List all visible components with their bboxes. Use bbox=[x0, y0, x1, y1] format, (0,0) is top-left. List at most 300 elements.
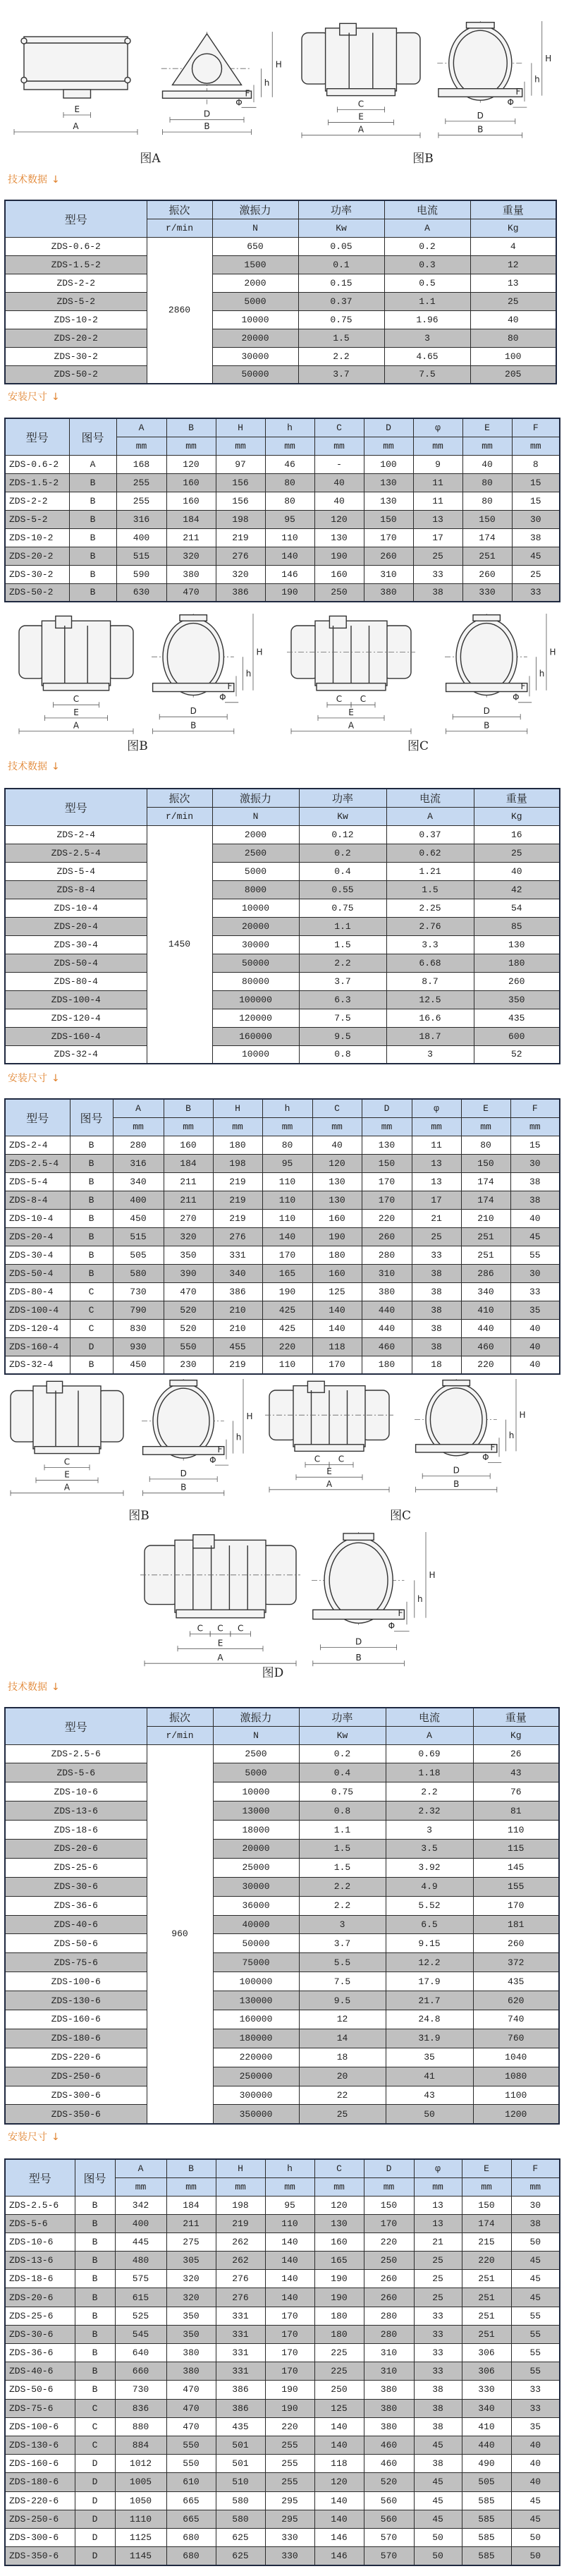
value-cell: 262 bbox=[216, 2232, 265, 2251]
value-cell: 130 bbox=[364, 492, 413, 510]
table-row bbox=[5, 1356, 560, 1374]
value-cell: 40 bbox=[462, 455, 512, 473]
model-cell: ZDS-180-6 bbox=[5, 2473, 75, 2491]
table-row bbox=[5, 935, 560, 954]
junction-box bbox=[340, 23, 357, 35]
junction-box bbox=[56, 616, 72, 628]
value-cell: 80 bbox=[470, 329, 556, 347]
value-cell: 110 bbox=[265, 528, 314, 547]
value-cell: 255 bbox=[265, 2473, 314, 2491]
value-cell: 140 bbox=[262, 1227, 312, 1246]
dimension-label: C bbox=[197, 1623, 204, 1634]
value-cell: 12.5 bbox=[386, 990, 474, 1009]
value-cell: 1.1 bbox=[299, 1821, 386, 1840]
header-row bbox=[5, 789, 560, 807]
value-cell: 43 bbox=[386, 2086, 473, 2105]
value-cell: 45 bbox=[414, 2473, 462, 2491]
value-cell: 331 bbox=[213, 1246, 262, 1264]
value-cell: 331 bbox=[216, 2325, 265, 2343]
value-cell: 251 bbox=[461, 1246, 510, 1264]
dimension-label: D bbox=[477, 110, 484, 121]
figure-cell: B bbox=[70, 1191, 113, 1209]
unit-header: mm bbox=[510, 1117, 560, 1136]
value-cell: 30000 bbox=[212, 347, 298, 365]
unit-header: mm bbox=[265, 2177, 314, 2196]
dimension-label: Φ bbox=[513, 692, 520, 703]
value-cell: 219 bbox=[216, 528, 265, 547]
dimension-label: D bbox=[453, 1465, 460, 1476]
value-cell: 146 bbox=[265, 565, 314, 583]
mounting-foot bbox=[35, 1447, 99, 1454]
value-cell: 50000 bbox=[212, 365, 298, 384]
col-header: 激振力 bbox=[212, 789, 299, 807]
value-cell: 7.5 bbox=[384, 365, 470, 384]
value-cell: 1.1 bbox=[299, 917, 386, 935]
col-header: D bbox=[364, 2159, 414, 2177]
value-cell: 25 bbox=[414, 2288, 462, 2307]
junction-box bbox=[329, 616, 346, 628]
mounting-base bbox=[143, 1444, 224, 1455]
figure-cell: B bbox=[75, 2270, 115, 2288]
value-cell: 4.9 bbox=[386, 1877, 473, 1896]
value-cell: 80 bbox=[262, 1136, 312, 1154]
value-cell: 190 bbox=[314, 2288, 364, 2307]
model-cell: ZDS-30-6 bbox=[5, 1877, 147, 1896]
value-cell: 2.2 bbox=[298, 347, 384, 365]
value-cell: 33 bbox=[413, 565, 462, 583]
value-cell: 80 bbox=[265, 473, 314, 492]
value-cell: 40 bbox=[510, 1337, 560, 1356]
unit-header: mm bbox=[412, 1117, 461, 1136]
dimension-label: H bbox=[429, 1569, 436, 1580]
value-cell: 210 bbox=[213, 1301, 262, 1319]
value-cell: 7.5 bbox=[299, 1972, 386, 1991]
value-cell: 38 bbox=[510, 1172, 560, 1191]
dimension-label: C bbox=[237, 1623, 244, 1634]
header-row bbox=[5, 1099, 560, 1117]
value-cell: 620 bbox=[473, 1991, 559, 2010]
value-cell: 146 bbox=[314, 2547, 364, 2565]
model-cell: ZDS-20-4 bbox=[5, 1227, 70, 1246]
value-cell: 55 bbox=[511, 2325, 560, 2343]
tech-data-table bbox=[4, 788, 560, 1064]
value-cell: 190 bbox=[314, 547, 364, 565]
value-cell: 25 bbox=[412, 1227, 461, 1246]
unit-header: Kw bbox=[299, 807, 386, 825]
value-cell: 730 bbox=[115, 2381, 166, 2399]
col-header: 功率 bbox=[298, 200, 384, 219]
figure-cell: B bbox=[75, 2214, 115, 2232]
value-cell: 625 bbox=[216, 2528, 265, 2546]
value-cell: 340 bbox=[113, 1172, 164, 1191]
table-row bbox=[5, 583, 560, 602]
value-cell: 660 bbox=[115, 2362, 166, 2381]
motor-frame bbox=[24, 37, 128, 90]
value-cell: 30 bbox=[512, 510, 560, 528]
value-cell: 350 bbox=[166, 2325, 216, 2343]
value-cell: 0.2 bbox=[299, 844, 386, 862]
model-cell: ZDS-50-6 bbox=[5, 1934, 147, 1953]
value-cell: 305 bbox=[166, 2252, 216, 2270]
figure-caption: 图D bbox=[262, 1666, 284, 1680]
figure-cell: A bbox=[69, 455, 116, 473]
dimension-label: B bbox=[477, 124, 484, 135]
figure-cell: D bbox=[75, 2473, 115, 2491]
dimension-label: B bbox=[180, 1482, 187, 1493]
dimension-label: D bbox=[190, 706, 197, 717]
col-header: H bbox=[216, 2159, 265, 2177]
value-cell: 340 bbox=[213, 1264, 262, 1282]
value-cell: 1.5 bbox=[299, 1858, 386, 1877]
table-row bbox=[5, 1744, 559, 1763]
table-row bbox=[5, 2528, 560, 2546]
value-cell: 130000 bbox=[213, 1991, 299, 2010]
value-cell: 255 bbox=[265, 2436, 314, 2454]
value-cell: 6.3 bbox=[299, 990, 386, 1009]
dimension-label: F bbox=[515, 86, 521, 97]
value-cell: 50 bbox=[511, 2528, 560, 2546]
arrow-down-icon: ↓ bbox=[51, 1073, 60, 1084]
value-cell: 2500 bbox=[213, 1744, 299, 1763]
unit-header: mm bbox=[262, 1117, 312, 1136]
table-row bbox=[5, 1896, 559, 1915]
model-cell: ZDS-0.6-2 bbox=[5, 237, 147, 255]
value-cell: 170 bbox=[265, 2307, 314, 2325]
arrow-down-icon: ↓ bbox=[51, 761, 60, 772]
unit-header: A bbox=[386, 1726, 473, 1744]
table-row bbox=[5, 1839, 559, 1858]
figure-cell: B bbox=[75, 2307, 115, 2325]
value-cell: 350 bbox=[164, 1246, 213, 1264]
figure-caption: 图C bbox=[389, 1509, 412, 1523]
value-cell: 160 bbox=[166, 492, 216, 510]
value-cell: 15 bbox=[512, 492, 560, 510]
value-cell: 156 bbox=[216, 473, 265, 492]
value-cell: 140 bbox=[265, 2288, 314, 2307]
value-cell: 880 bbox=[115, 2417, 166, 2436]
col-header: 重量 bbox=[473, 1708, 559, 1726]
heading-text: 安装尺寸 bbox=[8, 1073, 47, 1084]
bolt-icon bbox=[21, 38, 27, 44]
unit-header: N bbox=[213, 1726, 299, 1744]
motor-frame bbox=[42, 621, 110, 686]
value-cell: 25 bbox=[413, 547, 462, 565]
value-cell: 300000 bbox=[213, 2086, 299, 2105]
value-cell: 38 bbox=[511, 2214, 560, 2232]
junction-box bbox=[473, 615, 500, 621]
value-cell: 50 bbox=[414, 2528, 462, 2546]
value-cell: 17.9 bbox=[386, 1972, 473, 1991]
value-cell: 115 bbox=[473, 1839, 559, 1858]
value-cell: 251 bbox=[461, 1227, 510, 1246]
value-cell: 10000 bbox=[212, 310, 298, 329]
unit-header: mm bbox=[213, 1117, 262, 1136]
value-cell: 251 bbox=[462, 2307, 511, 2325]
value-cell: 550 bbox=[166, 2436, 216, 2454]
figure-cell: B bbox=[75, 2344, 115, 2362]
value-cell: 174 bbox=[461, 1191, 510, 1209]
table-row bbox=[5, 528, 560, 547]
value-cell: 545 bbox=[115, 2325, 166, 2343]
value-cell: 740 bbox=[473, 2010, 559, 2029]
model-cell: ZDS-5-2 bbox=[5, 510, 69, 528]
value-cell: 8 bbox=[512, 455, 560, 473]
value-cell: 350000 bbox=[213, 2105, 299, 2124]
heading-text: 安装尺寸 bbox=[8, 391, 47, 403]
value-cell: 316 bbox=[113, 1154, 164, 1172]
value-cell: 20 bbox=[299, 2067, 386, 2086]
value-cell: 0.1 bbox=[298, 255, 384, 274]
value-cell: 12 bbox=[299, 2010, 386, 2029]
col-header: h bbox=[265, 2159, 314, 2177]
junction-box bbox=[47, 1381, 62, 1393]
model-cell: ZDS-80-4 bbox=[5, 972, 147, 990]
dimension-label: h bbox=[417, 1594, 423, 1604]
value-cell: - bbox=[314, 455, 364, 473]
value-cell: 33 bbox=[511, 2381, 560, 2399]
col-header: 重量 bbox=[474, 789, 560, 807]
value-cell: 170 bbox=[364, 528, 413, 547]
table-row bbox=[5, 1136, 560, 1154]
value-cell: 10000 bbox=[213, 1782, 299, 1802]
dimension-label: F bbox=[398, 1608, 403, 1618]
arrow-down-icon: ↓ bbox=[51, 174, 60, 186]
col-header: 电流 bbox=[386, 789, 474, 807]
col-header: 振次 bbox=[147, 789, 212, 807]
value-cell: 2000 bbox=[212, 825, 299, 844]
table-row bbox=[5, 1858, 559, 1877]
header-row bbox=[5, 200, 556, 219]
value-cell: 0.15 bbox=[298, 274, 384, 292]
value-cell: 45 bbox=[414, 2436, 462, 2454]
value-cell: 386 bbox=[216, 583, 265, 602]
value-cell: 80 bbox=[265, 492, 314, 510]
value-cell: 255 bbox=[116, 492, 166, 510]
model-cell: ZDS-160-6 bbox=[5, 2455, 75, 2473]
value-cell: 100 bbox=[364, 455, 413, 473]
col-header-figure: 图号 bbox=[75, 2159, 115, 2196]
col-header: h bbox=[265, 418, 314, 437]
value-cell: 190 bbox=[265, 583, 314, 602]
value-cell: 75000 bbox=[213, 1953, 299, 1972]
figure-cell: B bbox=[69, 510, 116, 528]
table-row bbox=[5, 2270, 560, 2288]
table-row bbox=[5, 492, 560, 510]
value-cell: 165 bbox=[314, 2252, 364, 2270]
value-cell: 470 bbox=[166, 2399, 216, 2417]
value-cell: 160000 bbox=[212, 1027, 299, 1045]
value-cell: 470 bbox=[166, 2417, 216, 2436]
value-cell: 306 bbox=[462, 2344, 511, 2362]
motor-bore bbox=[192, 54, 222, 83]
value-cell: 2.2 bbox=[299, 954, 386, 972]
dimension-label: Φ bbox=[235, 97, 243, 108]
value-cell: 35 bbox=[510, 1301, 560, 1319]
value-cell: 400 bbox=[115, 2214, 166, 2232]
model-cell: ZDS-20-6 bbox=[5, 1839, 147, 1858]
value-cell: 41 bbox=[386, 2067, 473, 2086]
value-cell: 501 bbox=[216, 2455, 265, 2473]
table-row bbox=[5, 255, 556, 274]
value-cell: 80000 bbox=[212, 972, 299, 990]
dimension-label: H bbox=[549, 647, 556, 657]
value-cell: 140 bbox=[314, 2417, 364, 2436]
value-cell: 260 bbox=[364, 547, 413, 565]
value-cell: 40 bbox=[511, 2473, 560, 2491]
value-cell: 460 bbox=[364, 2455, 414, 2473]
value-cell: 80 bbox=[462, 473, 512, 492]
figure-cell: B bbox=[69, 565, 116, 583]
model-cell: ZDS-100-4 bbox=[5, 1301, 70, 1319]
value-cell: 580 bbox=[216, 2491, 265, 2510]
unit-header: mm bbox=[166, 2177, 216, 2196]
value-cell: 180 bbox=[314, 2325, 364, 2343]
table-row bbox=[5, 1264, 560, 1282]
model-cell: ZDS-350-6 bbox=[5, 2547, 75, 2565]
unit-header: Kw bbox=[298, 219, 384, 237]
unit-header: mm bbox=[414, 2177, 462, 2196]
value-cell: 181 bbox=[473, 1915, 559, 1934]
value-cell: 110 bbox=[262, 1209, 312, 1227]
table-row bbox=[5, 2325, 560, 2343]
value-cell: 435 bbox=[473, 1972, 559, 1991]
model-cell: ZDS-40-6 bbox=[5, 2362, 75, 2381]
figure-cell: B bbox=[70, 1136, 113, 1154]
value-cell: 180 bbox=[474, 954, 560, 972]
value-cell: 790 bbox=[113, 1301, 164, 1319]
value-cell: 2.2 bbox=[299, 1877, 386, 1896]
arrow-down-icon: ↓ bbox=[51, 2132, 60, 2143]
value-cell: 33 bbox=[414, 2344, 462, 2362]
dimension-label: F bbox=[245, 88, 250, 99]
table-row bbox=[5, 862, 560, 880]
col-header: C bbox=[314, 2159, 364, 2177]
value-cell: 3.3 bbox=[386, 935, 474, 954]
value-cell: 520 bbox=[164, 1319, 213, 1337]
table-row bbox=[5, 1301, 560, 1319]
value-cell: 11 bbox=[412, 1136, 461, 1154]
junction-box bbox=[170, 1380, 197, 1386]
speed-cell: 960 bbox=[147, 1744, 213, 2124]
model-cell: ZDS-80-4 bbox=[5, 1282, 70, 1301]
value-cell: 33 bbox=[511, 2399, 560, 2417]
value-cell: 30 bbox=[510, 1264, 560, 1282]
value-cell: 330 bbox=[265, 2528, 314, 2546]
junction-box bbox=[343, 1533, 374, 1541]
value-cell: 585 bbox=[462, 2510, 511, 2528]
value-cell: 140 bbox=[265, 2252, 314, 2270]
value-cell: 400 bbox=[113, 1191, 164, 1209]
unit-header: A bbox=[386, 807, 474, 825]
table-row bbox=[5, 1915, 559, 1934]
dimension-label: B bbox=[190, 720, 197, 731]
value-cell: 95 bbox=[265, 2196, 314, 2214]
figure-cell: C bbox=[75, 2399, 115, 2417]
value-cell: 520 bbox=[364, 2473, 414, 2491]
value-cell: 4 bbox=[470, 237, 556, 255]
table-row bbox=[5, 310, 556, 329]
value-cell: 255 bbox=[116, 473, 166, 492]
value-cell: 251 bbox=[462, 2288, 511, 2307]
value-cell: 150 bbox=[364, 510, 413, 528]
heading-text: 安装尺寸 bbox=[8, 2132, 47, 2143]
figure-cell: B bbox=[69, 583, 116, 602]
mounting-foot bbox=[317, 684, 386, 691]
unit-header: N bbox=[212, 807, 299, 825]
value-cell: 30000 bbox=[213, 1877, 299, 1896]
dimension-label: H bbox=[275, 59, 282, 70]
figure-cell: D bbox=[75, 2491, 115, 2510]
model-cell: ZDS-130-6 bbox=[5, 2436, 75, 2454]
dimension-label: H bbox=[256, 647, 263, 657]
value-cell: 21 bbox=[412, 1209, 461, 1227]
model-cell: ZDS-100-4 bbox=[5, 990, 147, 1009]
value-cell: 3 bbox=[386, 1821, 473, 1840]
unit-header: mm bbox=[314, 2177, 364, 2196]
value-cell: 198 bbox=[216, 510, 265, 528]
figure-cell: B bbox=[70, 1172, 113, 1191]
value-cell: 33 bbox=[510, 1282, 560, 1301]
model-cell: ZDS-30-2 bbox=[5, 347, 147, 365]
unit-header: mm bbox=[511, 2177, 560, 2196]
table-row bbox=[5, 1319, 560, 1337]
value-cell: 24.8 bbox=[386, 2010, 473, 2029]
value-cell: 45 bbox=[414, 2510, 462, 2528]
value-cell: 250 bbox=[364, 2252, 414, 2270]
model-cell: ZDS-10-6 bbox=[5, 1782, 147, 1802]
value-cell: 12.2 bbox=[386, 1953, 473, 1972]
value-cell: 515 bbox=[113, 1227, 164, 1246]
table-row bbox=[5, 1877, 559, 1896]
dimension-label: E bbox=[74, 104, 80, 114]
value-cell: 130 bbox=[364, 473, 413, 492]
table-row bbox=[5, 510, 560, 528]
value-cell: 930 bbox=[113, 1337, 164, 1356]
dimension-label: h bbox=[264, 78, 270, 88]
value-cell: 120 bbox=[166, 455, 216, 473]
value-cell: 54 bbox=[474, 899, 560, 917]
col-header: E bbox=[462, 418, 512, 437]
motor-frame bbox=[33, 1386, 101, 1449]
value-cell: 570 bbox=[364, 2528, 414, 2546]
value-cell: 130 bbox=[312, 1172, 362, 1191]
value-cell: 425 bbox=[262, 1319, 312, 1337]
junction-box bbox=[443, 1380, 470, 1386]
value-cell: 170 bbox=[265, 2325, 314, 2343]
model-cell: ZDS-20-4 bbox=[5, 917, 147, 935]
value-cell: 1.21 bbox=[386, 862, 474, 880]
col-header: D bbox=[364, 418, 413, 437]
unit-header: mm bbox=[362, 1117, 412, 1136]
value-cell: 275 bbox=[166, 2232, 216, 2251]
value-cell: 211 bbox=[164, 1191, 213, 1209]
value-cell: 560 bbox=[364, 2510, 414, 2528]
value-cell: 40 bbox=[511, 2436, 560, 2454]
model-cell: ZDS-8-4 bbox=[5, 880, 147, 899]
mounting-foot bbox=[327, 89, 396, 96]
value-cell: 15 bbox=[512, 473, 560, 492]
value-cell: 26 bbox=[473, 1744, 559, 1763]
value-cell: 730 bbox=[113, 1282, 164, 1301]
value-cell: 160 bbox=[312, 1264, 362, 1282]
model-cell: ZDS-160-4 bbox=[5, 1027, 147, 1045]
value-cell: 190 bbox=[265, 2399, 314, 2417]
table-row bbox=[5, 274, 556, 292]
table-row bbox=[5, 1154, 560, 1172]
mount-size-heading bbox=[8, 2130, 60, 2144]
dimension-label: h bbox=[235, 1432, 242, 1442]
dimension-label: D bbox=[180, 1468, 187, 1478]
